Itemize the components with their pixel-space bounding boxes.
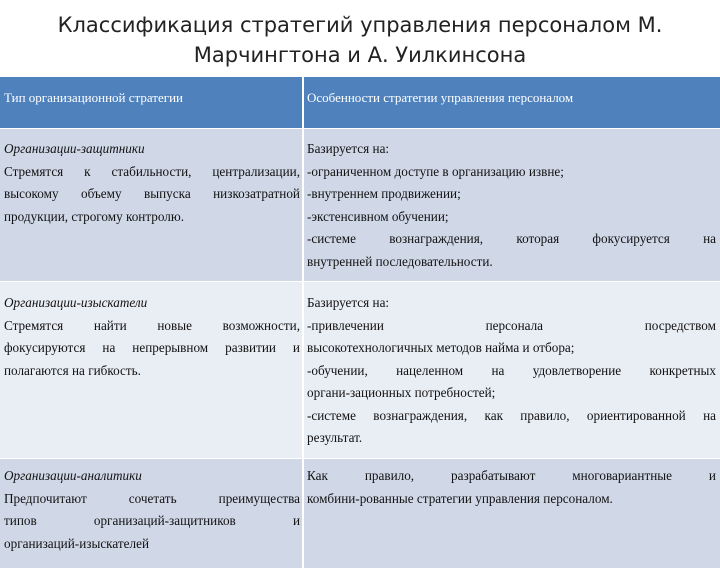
- row-3-type-text: организаций-изыскателей: [4, 535, 149, 551]
- column-divider: [302, 459, 304, 568]
- row-3-feature-line: комбини-рованные стратегии управления персоналом.: [307, 490, 613, 506]
- header-strategy-type: Тип организационной стратегии: [4, 90, 183, 105]
- row-1-feature-line: -системе вознаграждения, которая фокусируется на: [307, 231, 716, 246]
- row-3-type-name: Организации-аналитики: [4, 468, 142, 483]
- row-2-type-text: полагаются на гибкость.: [4, 362, 141, 378]
- table-row: [0, 458, 720, 568]
- row-3-features-cell: [307, 459, 716, 568]
- row-2-feature-line: органи-зационных потребностей;: [307, 385, 496, 400]
- row-2-type-cell: [4, 282, 300, 458]
- strategy-table: [0, 76, 720, 551]
- table-row: [0, 128, 720, 281]
- row-1-type-cell: [4, 129, 300, 281]
- row-2-feature-line: -привлечении персонала посредством: [307, 317, 716, 333]
- row-1-feature-line: -экстенсивном обучении;: [307, 208, 449, 224]
- table-header-row: [0, 76, 720, 128]
- column-divider: [302, 77, 304, 128]
- title-line-1: Классификация стратегий управления персоналом М.: [57, 13, 663, 37]
- table-row: [0, 281, 720, 458]
- row-1-type-name: Организации-защитники: [4, 141, 145, 156]
- row-1-feature-line: внутренней последовательности.: [307, 253, 493, 269]
- row-2-feature-line: -системе вознаграждения, как правило, ориентированной на: [307, 407, 716, 423]
- row-2-feature-line: высокотехнологичных методов найма и отбора;: [307, 340, 575, 355]
- row-1-feature-line: Базируется на:: [307, 141, 390, 156]
- row-2-type-text: Стремятся найти новые возможности,: [4, 317, 300, 333]
- row-1-feature-line: -внутреннем продвижении;: [307, 186, 461, 201]
- row-1-type-text: продукции, строгому контролю.: [4, 208, 185, 224]
- row-2-feature-line: результат.: [307, 430, 363, 445]
- row-2-features-cell: [307, 282, 716, 458]
- row-3-feature-line: Как правило, разрабатывают многовариантные и: [307, 468, 716, 483]
- row-2-feature-line: -обучении, нацеленном на удовлетворение конкретных: [307, 362, 716, 378]
- column-divider: [302, 129, 304, 281]
- page-title: [0, 10, 720, 70]
- row-2-feature-line: Базируется на:: [307, 295, 390, 310]
- row-3-type-text: Предпочитают сочетать преимущества: [4, 490, 300, 506]
- title-line-2: Марчингтона и А. Уилкинсона: [193, 43, 527, 67]
- row-1-feature-line: -ограниченном доступе в организацию извне;: [307, 163, 564, 179]
- row-1-type-text: высокому объему выпуска низкозатратной: [4, 186, 300, 201]
- row-2-type-text: фокусируются на непрерывном развитии и: [4, 340, 300, 355]
- row-3-type-text: типов организаций-защитников и: [4, 513, 300, 528]
- row-3-type-cell: [4, 459, 300, 568]
- row-1-type-text: Стремятся к стабильности, централизации,: [4, 163, 300, 179]
- row-2-type-name: Организации-изыскатели: [4, 295, 148, 310]
- header-hr-features: Особенности стратегии управления персоналом: [307, 90, 574, 105]
- row-1-features-cell: [307, 129, 716, 281]
- column-divider: [302, 282, 304, 458]
